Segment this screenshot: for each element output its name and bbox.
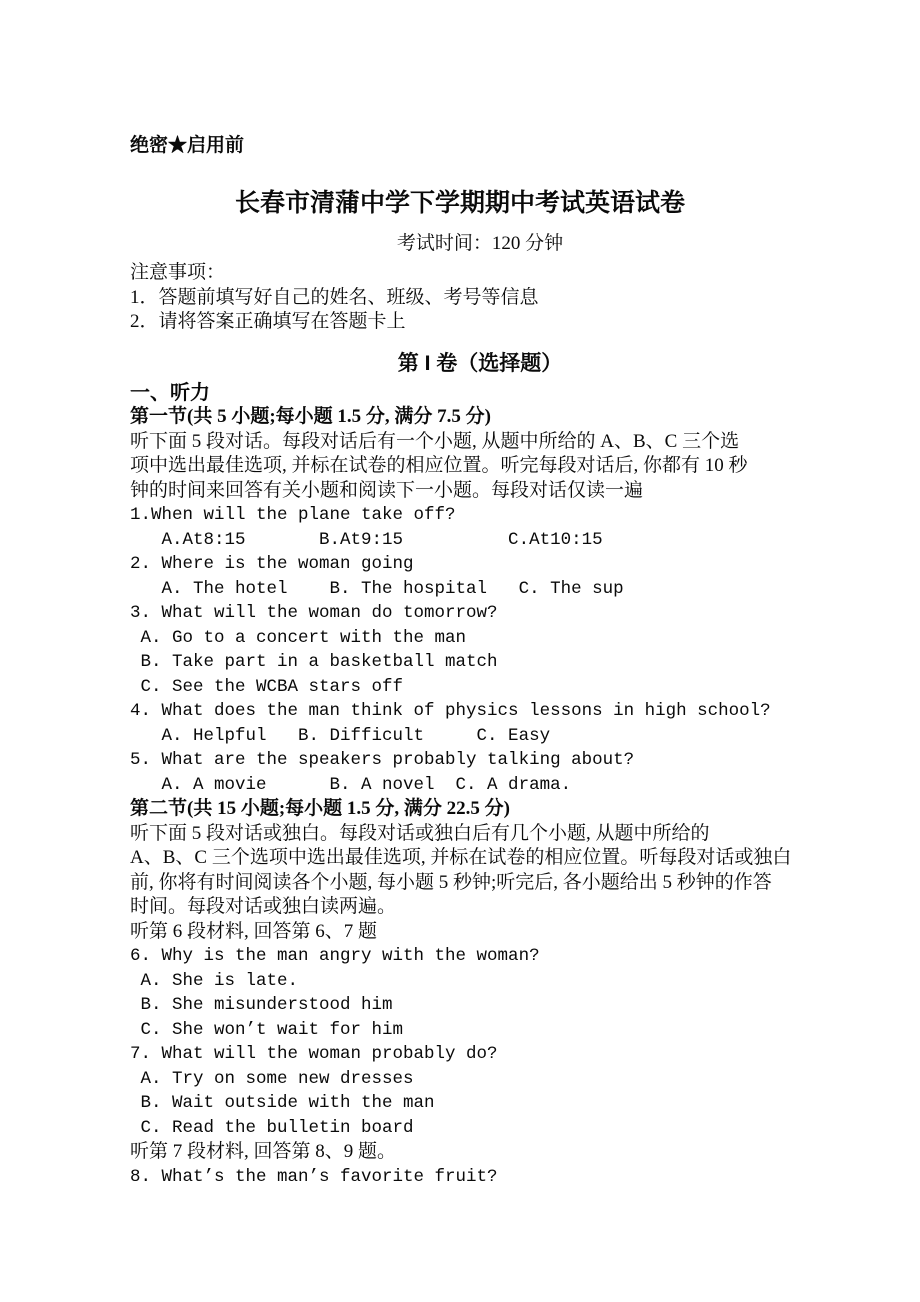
question-options — [130, 626, 830, 700]
option-line: A. A movie B. A novel C. A drama. — [130, 774, 572, 795]
listening-section-heading: 一、听力 — [130, 381, 210, 404]
instruction-line: 前, 你将有时间阅读各个小题, 每小题 5 秒钟;听完后, 各小题给出 5 秒钟的作答 — [130, 871, 772, 893]
option-line: A.At8:15 B.At9:15 C.At10:15 — [130, 529, 603, 550]
passage-cue: 听第 7 段材料, 回答第 8、9 题。 — [130, 1141, 397, 1162]
instruction-line: 时间。每段对话或独白读两遍。 — [130, 896, 397, 917]
passage-questions — [130, 944, 830, 1140]
part1-title: 第一节(共 5 小题;每小题 1.5 分, 满分 7.5 分) — [130, 406, 491, 427]
instruction-line: 钟的时间来回答有关小题和阅读下一小题。每段对话仅读一遍 — [130, 479, 644, 501]
passage-block — [130, 1140, 830, 1189]
note-item: 1．答题前填写好自己的姓名、班级、考号等信息 — [130, 286, 539, 308]
question-block — [130, 699, 830, 748]
notes-heading: 注意事项： — [130, 262, 226, 283]
exam-title: 长春市清蒲中学下学期期中考试英语试卷 — [234, 189, 685, 217]
question-block — [130, 748, 830, 797]
question-options — [130, 1067, 830, 1141]
part2-instructions — [130, 822, 830, 920]
question-block — [130, 944, 830, 1042]
question-stem: 7. What will the woman probably do? — [130, 1044, 498, 1064]
note-item: 2．请将答案正确填写在答题卡上 — [130, 311, 406, 332]
passage-block — [130, 920, 830, 1141]
question-block — [130, 601, 830, 699]
part1-instructions — [130, 430, 830, 504]
passage-questions — [130, 1165, 830, 1190]
option-line: A. Go to a concert with the man — [130, 627, 467, 648]
option-line: A. She is late. — [130, 970, 299, 991]
option-line: C. She won’t wait for him — [130, 1019, 404, 1040]
question-stem: 2. Where is the woman going — [130, 554, 414, 574]
instruction-line: A、B、C 三个选项中选出最佳选项, 并标在试卷的相应位置。听每段对话或独白 — [130, 847, 792, 868]
exam-content — [130, 136, 830, 1189]
question-options — [130, 773, 830, 798]
instruction-line: 听下面 5 段对话或独白。每段对话或独白后有几个小题, 从题中所给的 — [130, 822, 710, 844]
part2-title: 第二节(共 15 小题;每小题 1.5 分, 满分 22.5 分) — [130, 798, 510, 819]
option-line: C. Read the bulletin board — [130, 1117, 414, 1138]
part1-questions — [130, 503, 830, 797]
question-options — [130, 528, 830, 553]
part2-passages — [130, 920, 830, 1190]
option-line: A. The hotel B. The hospital C. The sup — [130, 578, 624, 599]
question-stem: 3. What will the woman do tomorrow? — [130, 603, 498, 623]
option-line: B. She misunderstood him — [130, 995, 393, 1015]
question-block — [130, 552, 830, 601]
question-options — [130, 724, 830, 749]
question-block — [130, 1165, 830, 1190]
question-block — [130, 1042, 830, 1140]
option-line: B. Take part in a basketball match — [130, 652, 498, 672]
security-marking: 绝密★启用前 — [130, 135, 245, 156]
question-stem: 6. Why is the man angry with the woman? — [130, 946, 540, 966]
question-stem: 8. What’s the man’s favorite fruit? — [130, 1166, 498, 1187]
question-stem: 5. What are the speakers probably talking about? — [130, 750, 635, 770]
exam-duration: 考试时间：120 分钟 — [396, 233, 564, 254]
option-line: A. Try on some new dresses — [130, 1068, 414, 1089]
option-line: B. Wait outside with the man — [130, 1093, 435, 1113]
volume1-heading: 第 I 卷（选择题） — [397, 351, 563, 375]
question-options — [130, 577, 830, 602]
instruction-line: 听下面 5 段对话。每段对话后有一个小题, 从题中所给的 A、B、C 三个选 — [130, 430, 740, 452]
option-line: A. Helpful B. Difficult C. Easy — [130, 725, 551, 746]
question-stem: 1.When will the plane take off? — [130, 505, 456, 525]
question-options — [130, 969, 830, 1043]
instruction-line: 项中选出最佳选项, 并标在试卷的相应位置。听完每段对话后, 你都有 10 秒 — [130, 455, 748, 476]
option-line: C. See the WCBA stars off — [130, 676, 404, 697]
question-stem: 4. What does the man think of physics lessons in high school? — [130, 701, 771, 721]
question-block — [130, 503, 830, 552]
notes-list — [130, 286, 830, 335]
passage-cue: 听第 6 段材料, 回答第 6、7 题 — [130, 920, 378, 942]
